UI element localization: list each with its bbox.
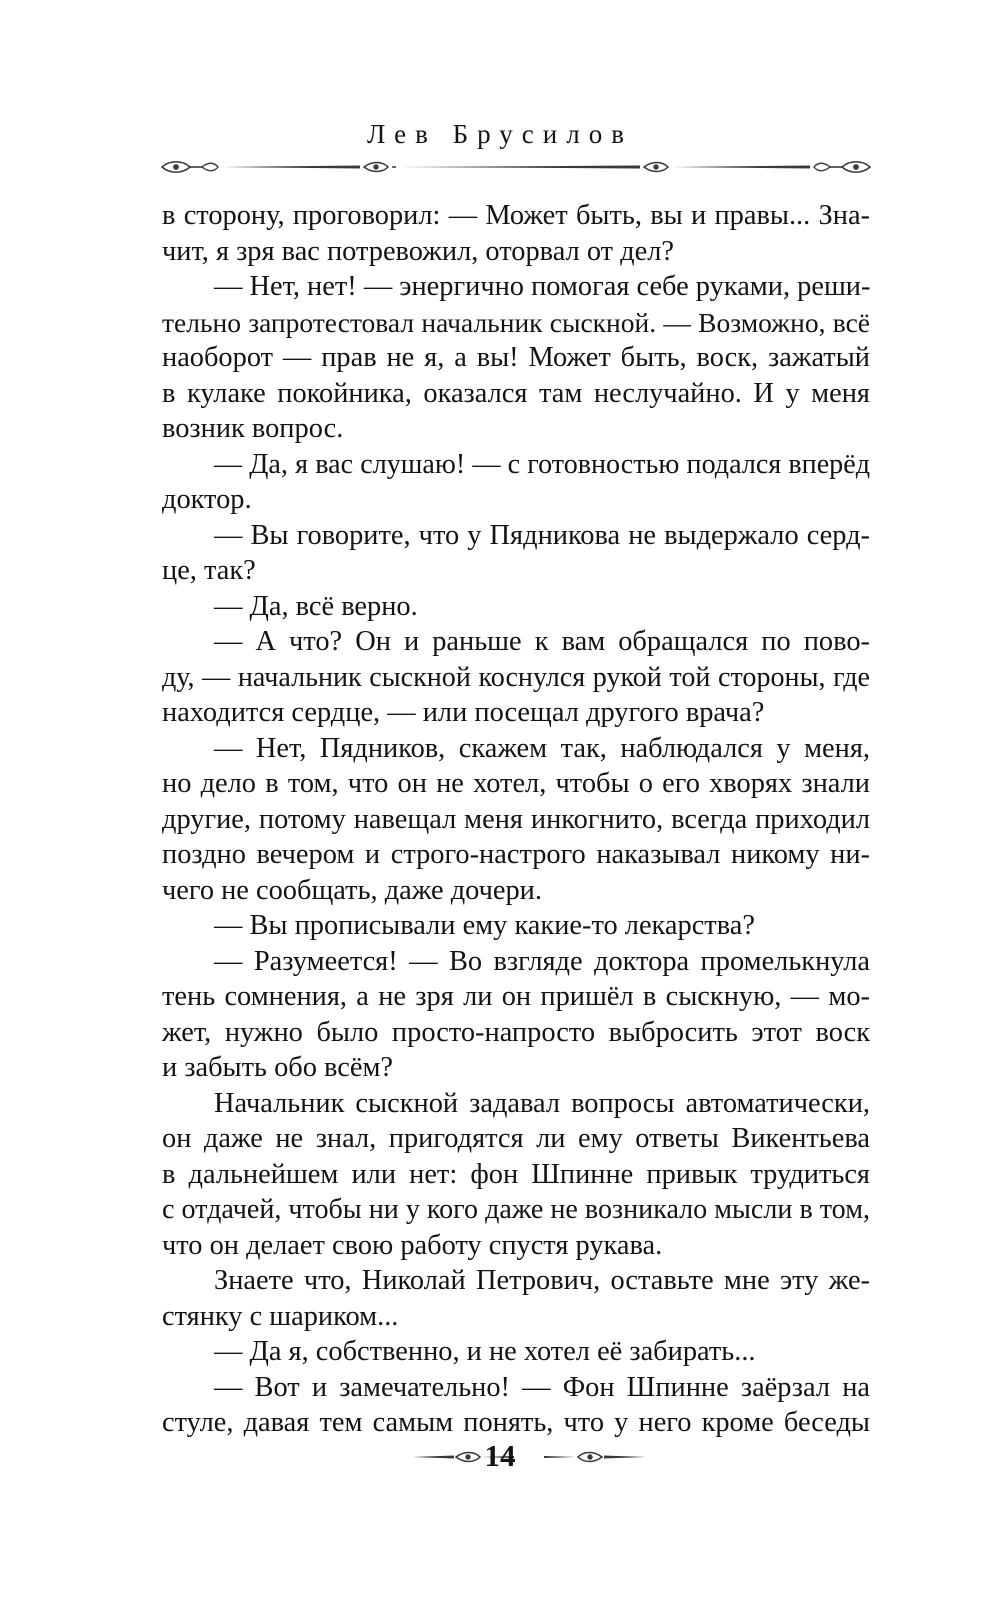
text-line: — А что? Он и раньше к вам обращался по пово- bbox=[214, 626, 870, 657]
text-line: — Вы говорите, что у Пядникова не выдержало серд- bbox=[214, 519, 870, 551]
text-line: находится сердце, — или посещал другого врача? bbox=[162, 697, 765, 728]
text-line: что он делает свою работу спустя рукава. bbox=[162, 1229, 663, 1261]
text-line: — Нет, нет! — энергично помогая себе руками, реши- bbox=[214, 271, 871, 302]
text-line: доктор. bbox=[162, 484, 252, 515]
text-line: но дело в том, что он не хотел, чтобы о его хворях знали bbox=[162, 768, 870, 799]
text-line: в дальнейшем или нет: фон Шпинне привык трудиться bbox=[162, 1158, 870, 1190]
text-line: с отдачей, чтобы ни у кого даже не возникало мысли в том, bbox=[162, 1194, 870, 1225]
text-line: ду, — начальник сыскной коснулся рукой той стороны, где bbox=[162, 661, 870, 693]
text-line: тень сомнения, а не зря ли он пришёл в сыскную, — мо- bbox=[162, 981, 870, 1012]
text-line: Знаете что, Николай Петрович, оставьте мне эту же- bbox=[214, 1265, 870, 1296]
text-line: он даже не знал, пригодятся ли ему ответы Викентьева bbox=[162, 1123, 870, 1154]
page-footer bbox=[0, 1436, 1000, 1480]
page-number: 14 bbox=[484, 1438, 516, 1473]
page-body-text bbox=[162, 198, 870, 1441]
text-line: — Да, всё верно. bbox=[214, 590, 418, 622]
header-ornament-divider bbox=[160, 156, 872, 178]
text-line: — Да я, собственно, и не хотел её забирать... bbox=[214, 1336, 756, 1367]
text-line: чит, я зря вас потревожил, оторвал от дел? bbox=[162, 235, 674, 267]
text-line: тельно запротестовал начальник сыскной. — Возможно, всё bbox=[162, 306, 870, 338]
text-line: — Нет, Пядников, скажем так, наблюдался у меня, bbox=[214, 732, 870, 764]
text-line: — Разумеется! — Во взгляде доктора промелькнула bbox=[214, 945, 870, 977]
text-line: жет, нужно было просто-напросто выбросить этот воск bbox=[162, 1016, 870, 1048]
text-line: — Вот и замечательно! — Фон Шпинне заёрзал на bbox=[214, 1371, 870, 1403]
text-line: це, так? bbox=[162, 555, 256, 586]
text-line: другие, потому навещал меня инкогнито, всегда приходил bbox=[162, 803, 870, 835]
text-line: наоборот — прав не я, а вы! Может быть, воск, зажатый bbox=[162, 342, 870, 373]
text-line: возник вопрос. bbox=[162, 413, 344, 444]
text-line: в кулаке покойника, оказался там неслучайно. И у меня bbox=[162, 377, 870, 409]
text-line: чего не сообщать, даже дочери. bbox=[162, 874, 542, 906]
text-line: и забыть обо всём? bbox=[162, 1052, 394, 1083]
text-line: — Да, я вас слушаю! — с готовностью подался вперёд bbox=[214, 448, 870, 480]
text-line: Начальник сыскной задавал вопросы автоматически, bbox=[214, 1087, 870, 1119]
footer-ornament-right bbox=[540, 1448, 648, 1466]
text-line: поздно вечером и строго-настрого наказывал никому ни- bbox=[162, 839, 870, 870]
text-line: в сторону, проговорил: — Может быть, вы и правы... Зна- bbox=[162, 200, 870, 231]
text-line: — Вы прописывали ему какие-то лекарства? bbox=[214, 910, 755, 941]
text-line: стуле, давая тем самым понять, что у него кроме беседы bbox=[162, 1407, 870, 1438]
text-line: стянку с шариком... bbox=[162, 1300, 399, 1332]
running-header-author: Лев Брусилов bbox=[367, 119, 633, 149]
